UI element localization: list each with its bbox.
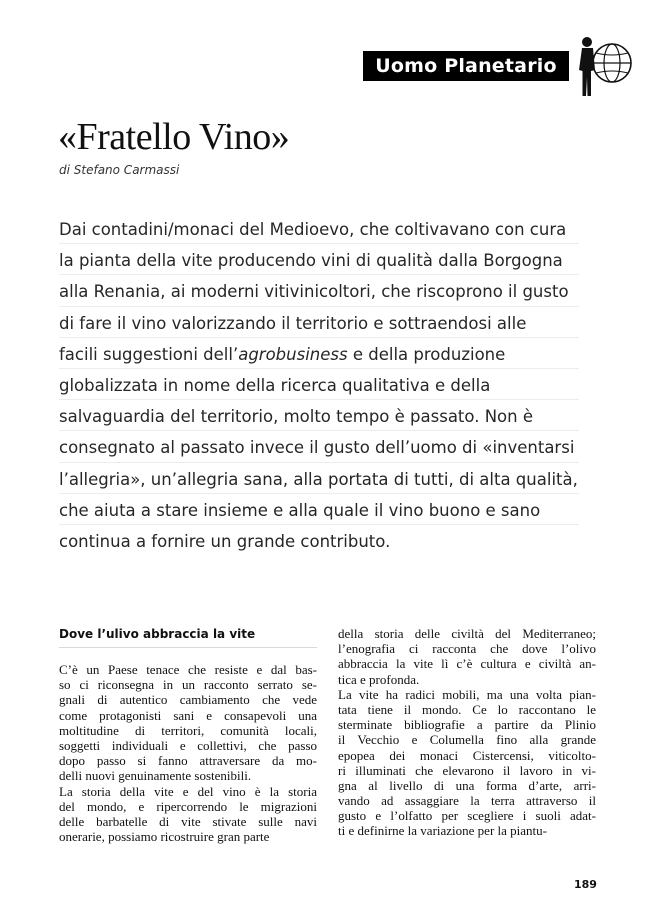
lead-text: e della produzione bbox=[347, 344, 506, 364]
text-line: La storia della vite e del vino è la storia bbox=[59, 783, 317, 799]
text-line: delle barbatelle di vite stivate sulle navi bbox=[59, 813, 317, 829]
lead-text: continua a fornire un grande contributo. bbox=[59, 531, 391, 551]
lead-paragraph bbox=[59, 213, 579, 556]
text-line: gusto e l’olfatto per scegliere i suoli adat- bbox=[338, 808, 596, 824]
man-globe-icon bbox=[572, 32, 634, 98]
lead-text: facili suggestioni dell’ bbox=[59, 344, 239, 364]
page-number: 189 bbox=[574, 878, 597, 891]
lead-line bbox=[59, 494, 579, 525]
left-column bbox=[59, 626, 317, 844]
left-column-text bbox=[59, 662, 317, 844]
text-line: delli nuovi genuinamente sostenibili. bbox=[59, 768, 252, 784]
text-line: l’enografia ci racconta che dove l’olivo bbox=[338, 641, 596, 657]
lead-line bbox=[59, 463, 579, 494]
text-line: gnali di autentico cambiamento che vede bbox=[59, 692, 317, 708]
section-heading: Dove l’ulivo abbraccia la vite bbox=[59, 626, 317, 648]
right-column-text bbox=[338, 626, 596, 839]
text-line: il Vecchio e Columella fino alla grande bbox=[338, 732, 596, 748]
text-line: della storia delle civiltà del Mediterraneo; bbox=[338, 626, 596, 641]
text-line: so ci riconsegna in un racconto serrato se- bbox=[59, 677, 317, 693]
lead-text: di fare il vino valorizzando il territorio e sottraendosi alle bbox=[59, 313, 527, 333]
lead-line bbox=[59, 275, 579, 306]
lead-line bbox=[59, 369, 579, 400]
lead-line bbox=[59, 244, 579, 275]
text-line: epopea dei monaci Cistercensi, viticolto- bbox=[338, 747, 596, 763]
text-line: ti e definirne la variazione per la piantu- bbox=[338, 823, 547, 839]
text-line: come protagonisti sani e consapevoli una bbox=[59, 707, 317, 723]
lead-text: che aiuta a stare insieme e alla quale il vino buono e sano bbox=[59, 500, 541, 520]
text-line: soggetti individuali e collettivi, che passo bbox=[59, 737, 317, 753]
text-line: La vite ha radici mobili, ma una volta pian- bbox=[338, 686, 596, 702]
lead-text: Dai contadini/monaci del Medioevo, che coltivavano con cura bbox=[59, 220, 567, 239]
lead-line bbox=[59, 400, 579, 431]
text-line: onerarie, possiamo ricostruire gran parte bbox=[59, 829, 270, 845]
section-rubric: Uomo Planetario bbox=[363, 51, 569, 81]
text-line: tata tiene il mondo. Ce lo raccontano le bbox=[338, 701, 596, 717]
lead-text: l’allegria», un’allegria sana, alla portata di tutti, di alta qualità, bbox=[59, 469, 578, 489]
lead-line bbox=[59, 213, 579, 244]
article-author: di Stefano Carmassi bbox=[59, 163, 180, 177]
lead-line bbox=[59, 307, 579, 338]
lead-line bbox=[59, 431, 579, 462]
text-line: gna al livello di una forma d’arte, arri- bbox=[338, 777, 596, 793]
text-line: ri illuminati che elevarono il lavoro in vi- bbox=[338, 762, 596, 778]
text-line: moltitudine di territori, comunità locali, bbox=[59, 722, 317, 738]
lead-text: salvaguardia del territorio, molto tempo è passato. Non è bbox=[59, 407, 533, 427]
text-line: abbraccia la vite lì c’è cultura e civiltà an- bbox=[338, 656, 596, 672]
text-line: sterminate bibliografie a partire da Plinio bbox=[338, 717, 596, 733]
lead-text: consegnato al passato invece il gusto dell’uomo di «inventarsi bbox=[59, 438, 575, 458]
lead-text: la pianta della vite producendo vini di qualità dalla Borgogna bbox=[59, 251, 563, 271]
text-line: del mondo, e ripercorrendo le migrazioni bbox=[59, 798, 317, 814]
lead-italic-term: agrobusiness bbox=[238, 344, 348, 364]
lead-text: globalizzata in nome della ricerca qualitativa e della bbox=[59, 375, 491, 395]
text-line: tica e profonda. bbox=[338, 671, 420, 687]
right-column bbox=[338, 626, 596, 839]
lead-line bbox=[59, 525, 579, 556]
text-line: dopo passo si fanno attraversare da mo- bbox=[59, 753, 317, 769]
lead-line bbox=[59, 338, 579, 369]
lead-text: alla Renania, ai moderni vitivinicoltori, che riscoprono il gusto bbox=[59, 282, 569, 302]
text-line: vando ad assaggiare la terra attraverso il bbox=[338, 793, 596, 809]
text-line: C’è un Paese tenace che resiste e dal bas- bbox=[59, 662, 317, 677]
article-title: «Fratello Vino» bbox=[58, 116, 290, 158]
